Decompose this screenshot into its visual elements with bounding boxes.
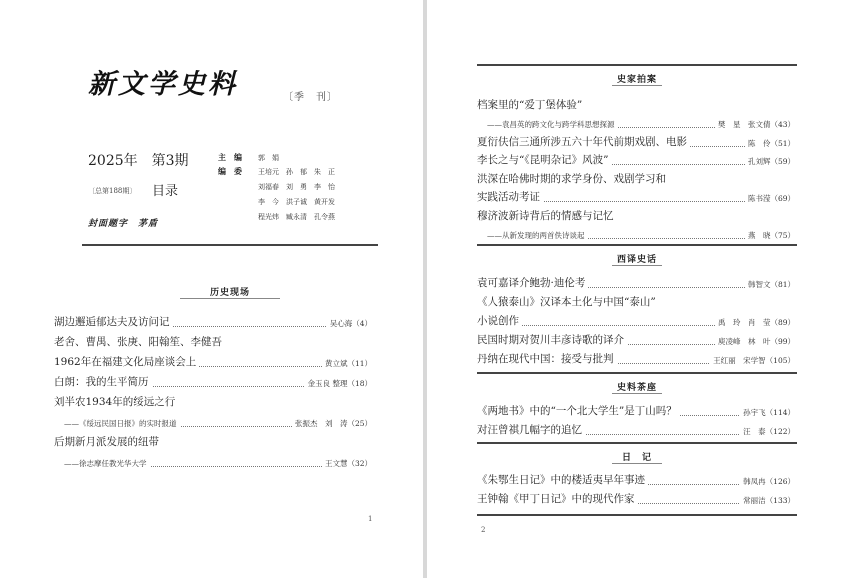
page-1	[0, 0, 423, 578]
entry-author-page: 张振杰 刘 涛（25）	[292, 418, 372, 429]
section-title: 史料茶座	[616, 383, 657, 393]
section-rule	[477, 442, 797, 444]
toc-entry	[477, 490, 795, 509]
entry-author-page: 黄立斌（11）	[322, 358, 372, 369]
total-issue: 〔总第188期〕	[88, 187, 137, 195]
toc-entry	[54, 432, 372, 452]
board-row: 刘福春 刘 勇 李 怡	[258, 183, 335, 191]
entry-title: 对汪曾祺几幅字的追忆	[477, 422, 585, 437]
toc-list	[477, 274, 795, 369]
toc-label: 目录	[152, 184, 179, 199]
entry-title: 老舍、曹禺、张庚、阳翰笙、李健吾	[54, 334, 225, 349]
entry-title: 夏衍伕信三通所涉五六十年代前期戏剧、电影	[477, 134, 690, 149]
section-rule	[477, 372, 797, 374]
toc-entry	[477, 189, 795, 208]
section-title: 日 记	[621, 453, 652, 463]
entry-title: 《两地书》中的“一个北大学生”是丁山吗？	[477, 403, 680, 418]
entry-author-page: 孙宇飞（114）	[740, 407, 795, 418]
entry-title: 《人猿泰山》汉译本土化与中国“泰山”	[477, 294, 659, 309]
entry-title: 穆济波新诗背后的情感与记忆	[477, 208, 617, 223]
section-underline	[612, 463, 662, 464]
entry-title: 刘半农1934年的绥远之行	[54, 394, 178, 409]
entry-author-page: 王文慧（32）	[322, 458, 372, 469]
entry-title: 李长之与“《昆明杂记》风波”	[477, 152, 612, 167]
entry-author-page: 韩凤冉（126）	[740, 476, 795, 487]
board-label: 编 委	[218, 166, 242, 176]
toc-entry	[477, 152, 795, 171]
entry-author-page: 孔刘辉（59）	[745, 156, 795, 167]
toc-entry	[54, 392, 372, 412]
entry-author-page: 韩智文（81）	[745, 279, 795, 290]
toc-entry	[477, 115, 795, 134]
section-underline	[612, 393, 662, 394]
toc-entry	[477, 350, 795, 369]
toc-entry	[477, 331, 795, 350]
toc-list	[477, 402, 795, 440]
entry-title: ——袁昌英的跨文化与跨学科思想探源	[477, 119, 618, 130]
toc-entry	[54, 312, 372, 332]
toc-entry	[477, 226, 795, 245]
entry-title: 《朱鄂生日记》中的楼适夷早年事迹	[477, 472, 648, 487]
toc-entry	[477, 170, 795, 189]
entry-title: ——徐志摩任教光华大学	[54, 458, 150, 469]
entry-author-page: 常丽洁（133）	[740, 495, 795, 506]
entry-title: 实践活动考证	[477, 189, 543, 204]
entry-title: 白朗：我的生平简历	[54, 374, 152, 389]
board-row: 王培元 孙 郁 朱 正	[258, 168, 335, 176]
board-row: 程光炜 臧永清 孔令燕	[258, 213, 335, 221]
editor-name: 郭 娟	[258, 154, 279, 162]
toc-entry	[477, 471, 795, 490]
section-title: 历史现场	[209, 288, 250, 298]
entry-author-page: 陈 伶（51）	[745, 138, 795, 149]
entry-author-page: 樊 星 张文倩（43）	[715, 119, 795, 130]
section-underline	[180, 298, 280, 299]
entry-title: 1962年在福建文化局座谈会上	[54, 354, 199, 369]
header-rule	[82, 244, 378, 246]
toc-list	[477, 96, 795, 244]
toc-entry	[477, 293, 795, 312]
entry-title: 档案里的“爱丁堡体验”	[477, 97, 585, 112]
year-issue: 2025年 第3期	[88, 153, 189, 169]
quarterly-label: 〔季 刊〕	[283, 92, 338, 103]
entry-title: 袁可嘉译介鲍勃·迪伦考	[477, 275, 588, 290]
section-rule	[477, 244, 797, 246]
entry-title: 丹纳在现代中国：接受与批判	[477, 351, 617, 366]
journal-logo: 新文学史料	[88, 69, 238, 100]
entry-title: 后期新月派发展的纽带	[54, 434, 162, 449]
entry-title: ——《绥远民国日报》的实时报道	[54, 418, 180, 429]
toc-entry	[477, 421, 795, 440]
toc-entry	[477, 402, 795, 421]
section-underline	[612, 265, 662, 266]
toc-entry	[477, 207, 795, 226]
entry-author-page: 禹 玲 肖 莹（89）	[715, 317, 795, 328]
toc-entry	[54, 372, 372, 392]
page-2	[427, 0, 850, 578]
entry-author-page: 汪 泰（122）	[740, 426, 795, 437]
section-title: 史家拍案	[616, 75, 657, 85]
toc-list-page-1	[54, 312, 372, 472]
entry-title: 湖边邂逅郁达夫及访问记	[54, 314, 173, 329]
toc-entry	[477, 274, 795, 293]
toc-entry	[54, 412, 372, 432]
entry-author-page: 陈书滢（69）	[745, 193, 795, 204]
entry-author-page: 吴心海（4）	[327, 318, 372, 329]
toc-entry	[477, 96, 795, 115]
toc-entry	[54, 452, 372, 472]
toc-entry	[54, 352, 372, 372]
toc-list	[477, 471, 795, 509]
entry-author-page: 庾凌峰 林 叶（99）	[715, 336, 795, 347]
toc-entry	[477, 133, 795, 152]
entry-title: 王钟翰《甲丁日记》中的现代作家	[477, 491, 638, 506]
page-number: 1	[368, 515, 373, 523]
entry-author-page: 王红丽 宋学智（105）	[710, 355, 795, 366]
editor-label: 主 编	[218, 152, 242, 162]
entry-title: 洪深在哈佛时期的求学身份、戏剧学习和	[477, 171, 669, 186]
toc-entry	[477, 312, 795, 331]
toc-entry	[54, 332, 372, 352]
entry-title: ——从新发现的两首佚诗谈起	[477, 230, 588, 241]
footer-rule	[477, 514, 797, 516]
board-row: 李 今 洪子诚 黄开发	[258, 198, 335, 206]
entry-author-page: 金玉良 整理（18）	[305, 378, 372, 389]
section-rule	[477, 64, 797, 66]
section-title: 西译史话	[616, 255, 657, 265]
entry-author-page: 燕 晓（75）	[745, 230, 795, 241]
entry-title: 小说创作	[477, 313, 522, 328]
cover-calligraphy-credit: 封面题字 茅盾	[88, 219, 159, 229]
entry-title: 民国时期对贺川丰彦诗歌的译介	[477, 332, 627, 347]
page-number: 2	[481, 526, 486, 534]
section-underline	[612, 85, 662, 86]
